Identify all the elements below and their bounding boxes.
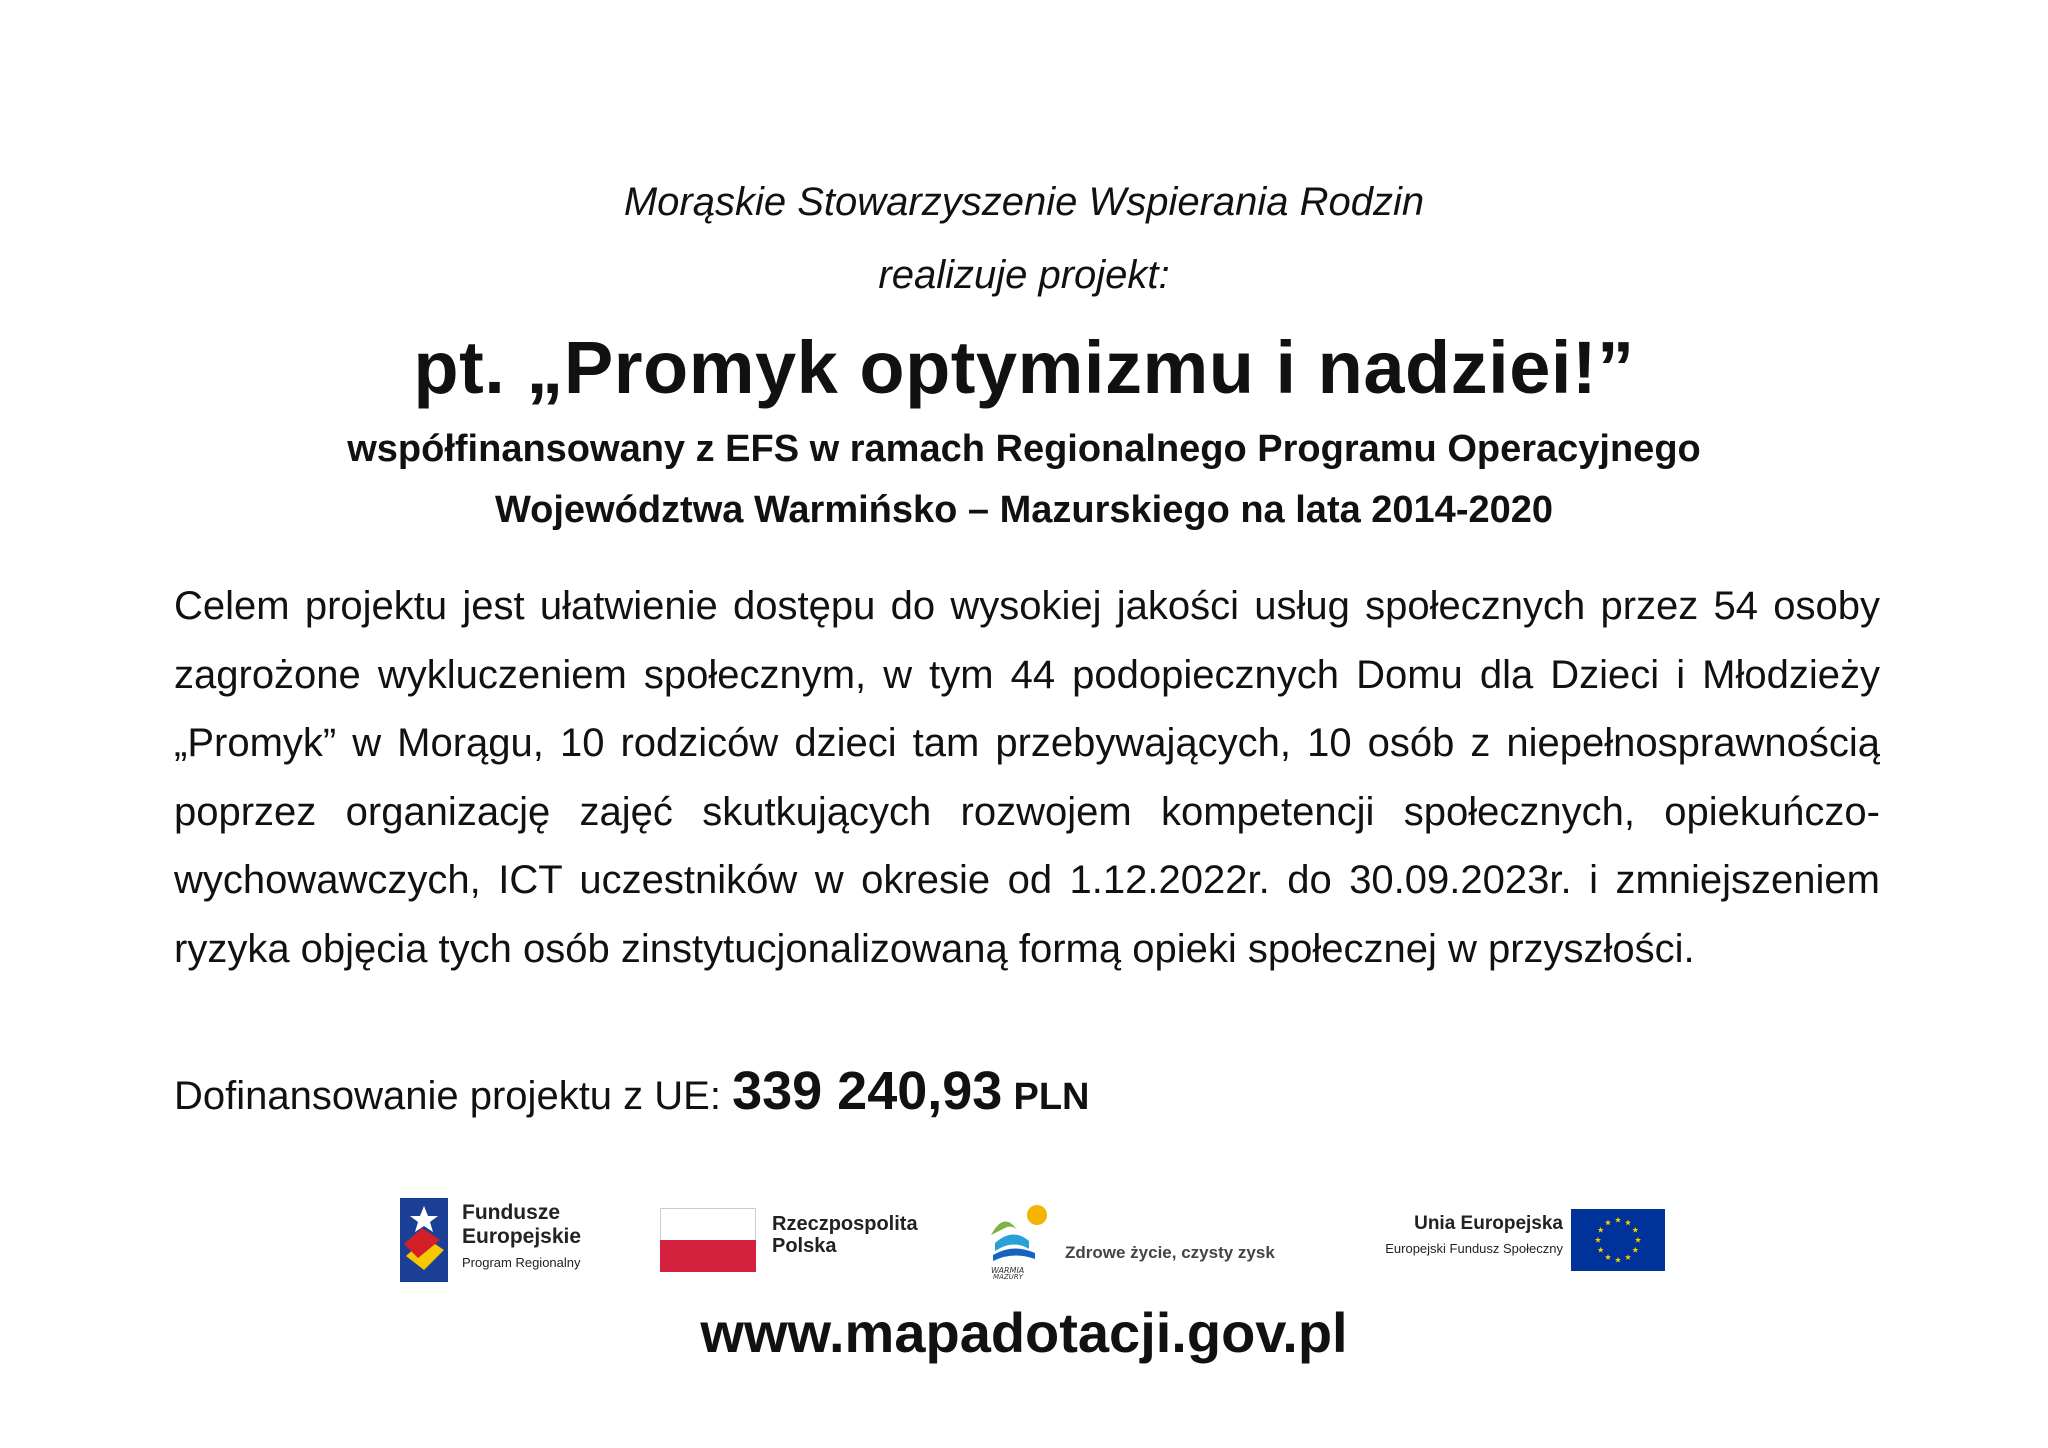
rp-line-2: Polska <box>772 1235 837 1257</box>
intro-text: realizuje projekt: <box>878 253 1170 297</box>
rp-line-1: Rzeczpospolita <box>772 1213 918 1235</box>
polish-flag-icon <box>660 1208 756 1272</box>
funding-label: Dofinansowanie projektu z UE: <box>174 1074 721 1118</box>
rzeczpospolita-polska-logo <box>660 1195 960 1285</box>
unia-europejska-logo <box>1335 1195 1665 1285</box>
project-title: pt. „Promyk optymizmu i nadziei!” <box>413 326 1635 409</box>
fe-line-2: Europejskie <box>462 1225 582 1248</box>
svg-text:MAZURY: MAZURY <box>993 1273 1023 1279</box>
warmia-slogan: Zdrowe życie, czysty zysk <box>1065 1243 1275 1262</box>
fe-line-1: Fundusze <box>462 1201 560 1224</box>
fundusze-europejskie-logo <box>400 1195 630 1285</box>
funding-line <box>174 1060 1089 1122</box>
svg-text:WARMIA: WARMIA <box>991 1266 1025 1275</box>
logo-bar <box>0 1195 2048 1285</box>
warmia-mazury-emblem <box>985 1199 1055 1279</box>
fe-line-3: Program Regionalny <box>462 1255 581 1270</box>
project-description: Celem projektu jest ułatwienie dostępu do wysokiej jakości usług społecznych przez 54 osoby zagrożone wykluczeniem społecznym, w tym 44 podopiecznych Domu dla Dzieci i Młodzieży „Promyk” w Morągu, 10 rodziców dzieci tam przebywających, 10 osób z niepełnosprawnością poprzez organizację zajęć skutkujących rozwojem kompetencji społecznych, opiekuńczo-wychowawczych, ICT uczestników w okresie od 1.12.2022r. do 30.09.2023r. i zmniejszeniem ryzyka objęcia tych osób zinstytucjonalizowaną formą opieki społecznej w przyszłości. <box>174 584 1880 971</box>
cofinancing-line-2: Województwa Warmińsko – Mazurskiego na lata 2014-2020 <box>494 489 1554 531</box>
cofinancing-line-1: współfinansowany z EFS w ramach Regionalnego Programu Operacyjnego <box>347 428 1701 470</box>
ue-line-1: Unia Europejska <box>1414 1213 1563 1234</box>
funding-amount: 339 240,93 <box>732 1061 1003 1121</box>
funding-currency: PLN <box>1013 1076 1090 1118</box>
warmia-mazury-logo <box>985 1195 1285 1285</box>
fundusze-europejskie-icon <box>400 1198 448 1282</box>
website-url: www.mapadotacji.gov.pl <box>700 1301 1348 1364</box>
eu-flag-icon <box>1571 1209 1665 1271</box>
ue-line-2: Europejski Fundusz Społeczny <box>1385 1241 1563 1256</box>
organization-name: Morąskie Stowarzyszenie Wspierania Rodzin <box>623 180 1425 224</box>
